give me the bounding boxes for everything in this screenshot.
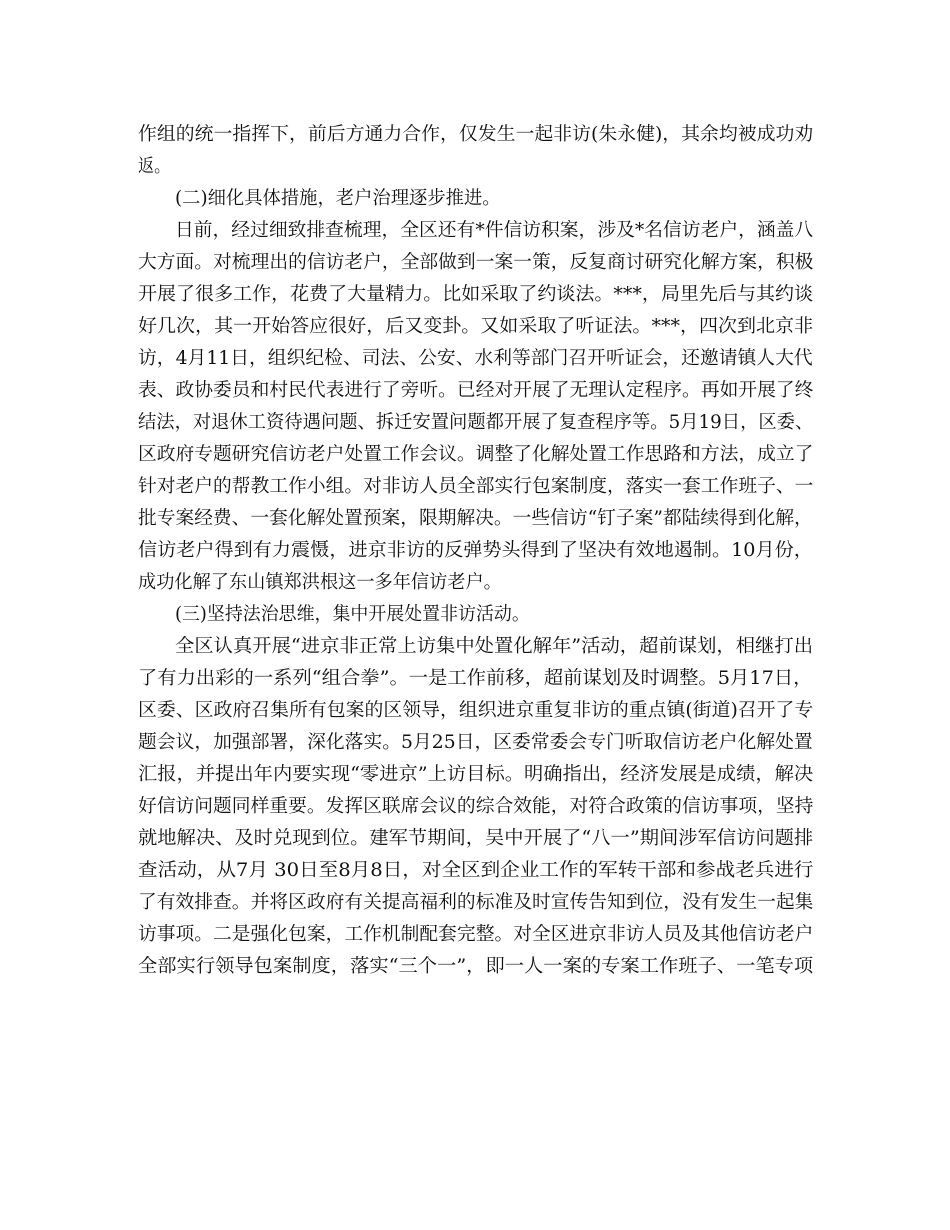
text-line-9: 表、政协委员和村民代表进行了旁听。已经对开展了无理认定程序。再如开展了终 xyxy=(138,380,814,401)
text-line-11: 区政府专题研究信访老户处置工作会议。调整了化解处置工作思路和方法，成立了 xyxy=(138,444,814,465)
text-line-17: 全区认真开展“进京非正常上访集中处置化解年”活动，超前谋划，相继打出 xyxy=(175,636,814,657)
text-line-24: 查活动，从7月 30日至8月8日，对全区到企业工作的军转干部和参战老兵进行 xyxy=(138,860,814,881)
text-line-3: (二)细化具体措施，老户治理逐步推进。 xyxy=(175,188,501,209)
text-line-1: 作组的统一指挥下，前后方通力合作，仅发生一起非访(朱永健)，其余均被成功劝 xyxy=(138,124,814,145)
text-line-25: 了有效排查。并将区政府有关提高福利的标准及时宣传告知到位，没有发生一起集 xyxy=(138,892,814,913)
text-line-26: 访事项。二是强化包案，工作机制配套完整。对全区进京非访人员及其他信访老户 xyxy=(138,924,814,945)
text-line-13: 批专案经费、一套化解处置预案，限期解决。一些信访“钉子案”都陆续得到化解， xyxy=(138,508,813,529)
text-line-14: 信访老户得到有力震慑，进京非访的反弹势头得到了坚决有效地遏制。10月份， xyxy=(138,540,813,561)
text-line-19: 区委、区政府召集所有包案的区领导，组织进京重复非访的重点镇(街道)召开了专 xyxy=(138,700,814,721)
text-line-2: 返。 xyxy=(138,156,171,177)
text-line-7: 好几次，其一开始答应很好，后又变卦。又如采取了听证法。***，四次到北京非 xyxy=(138,316,814,337)
text-line-10: 结法，对退休工资待遇问题、拆迁安置问题都开展了复查程序等。5月19日，区委、 xyxy=(138,412,814,433)
text-line-23: 就地解决、及时兑现到位。建军节期间，吴中开展了“八一”期间涉军信访问题排 xyxy=(138,828,814,849)
text-line-27: 全部实行领导包案制度，落实“三个一”，即一人一案的专案工作班子、一笔专项 xyxy=(138,956,814,977)
text-line-20: 题会议，加强部署，深化落实。5月25日，区委常委会专门听取信访老户化解处置 xyxy=(138,732,813,753)
text-line-8: 访，4月11日，组织纪检、司法、公安、水利等部门召开听证会，还邀请镇人大代 xyxy=(138,348,813,369)
text-line-22: 好信访问题同样重要。发挥区联席会议的综合效能，对符合政策的信访事项，坚持 xyxy=(138,796,814,817)
text-line-21: 汇报，并提出年内要实现“零进京”上访目标。明确指出，经济发展是成绩，解决 xyxy=(138,764,814,785)
text-line-6: 开展了很多工作，花费了大量精力。比如采取了约谈法。***，局里先后与其约谈 xyxy=(138,284,814,305)
text-line-16: (三)坚持法治思维，集中开展处置非访活动。 xyxy=(175,604,530,625)
text-line-18: 了有力出彩的一系列“组合拳”。一是工作前移，超前谋划及时调整。5月17日， xyxy=(138,668,813,689)
text-line-12: 针对老户的帮教工作小组。对非访人员全部实行包案制度，落实一套工作班子、一 xyxy=(138,476,814,497)
text-line-5: 大方面。对梳理出的信访老户，全部做到一案一策，反复商讨研究化解方案，积极 xyxy=(138,252,814,273)
text-line-15: 成功化解了东山镇郑洪根这一多年信访老户。 xyxy=(138,572,502,593)
text-line-4: 日前，经过细致排查梳理，全区还有*件信访积案，涉及*名信访老户，涵盖八 xyxy=(175,220,814,241)
